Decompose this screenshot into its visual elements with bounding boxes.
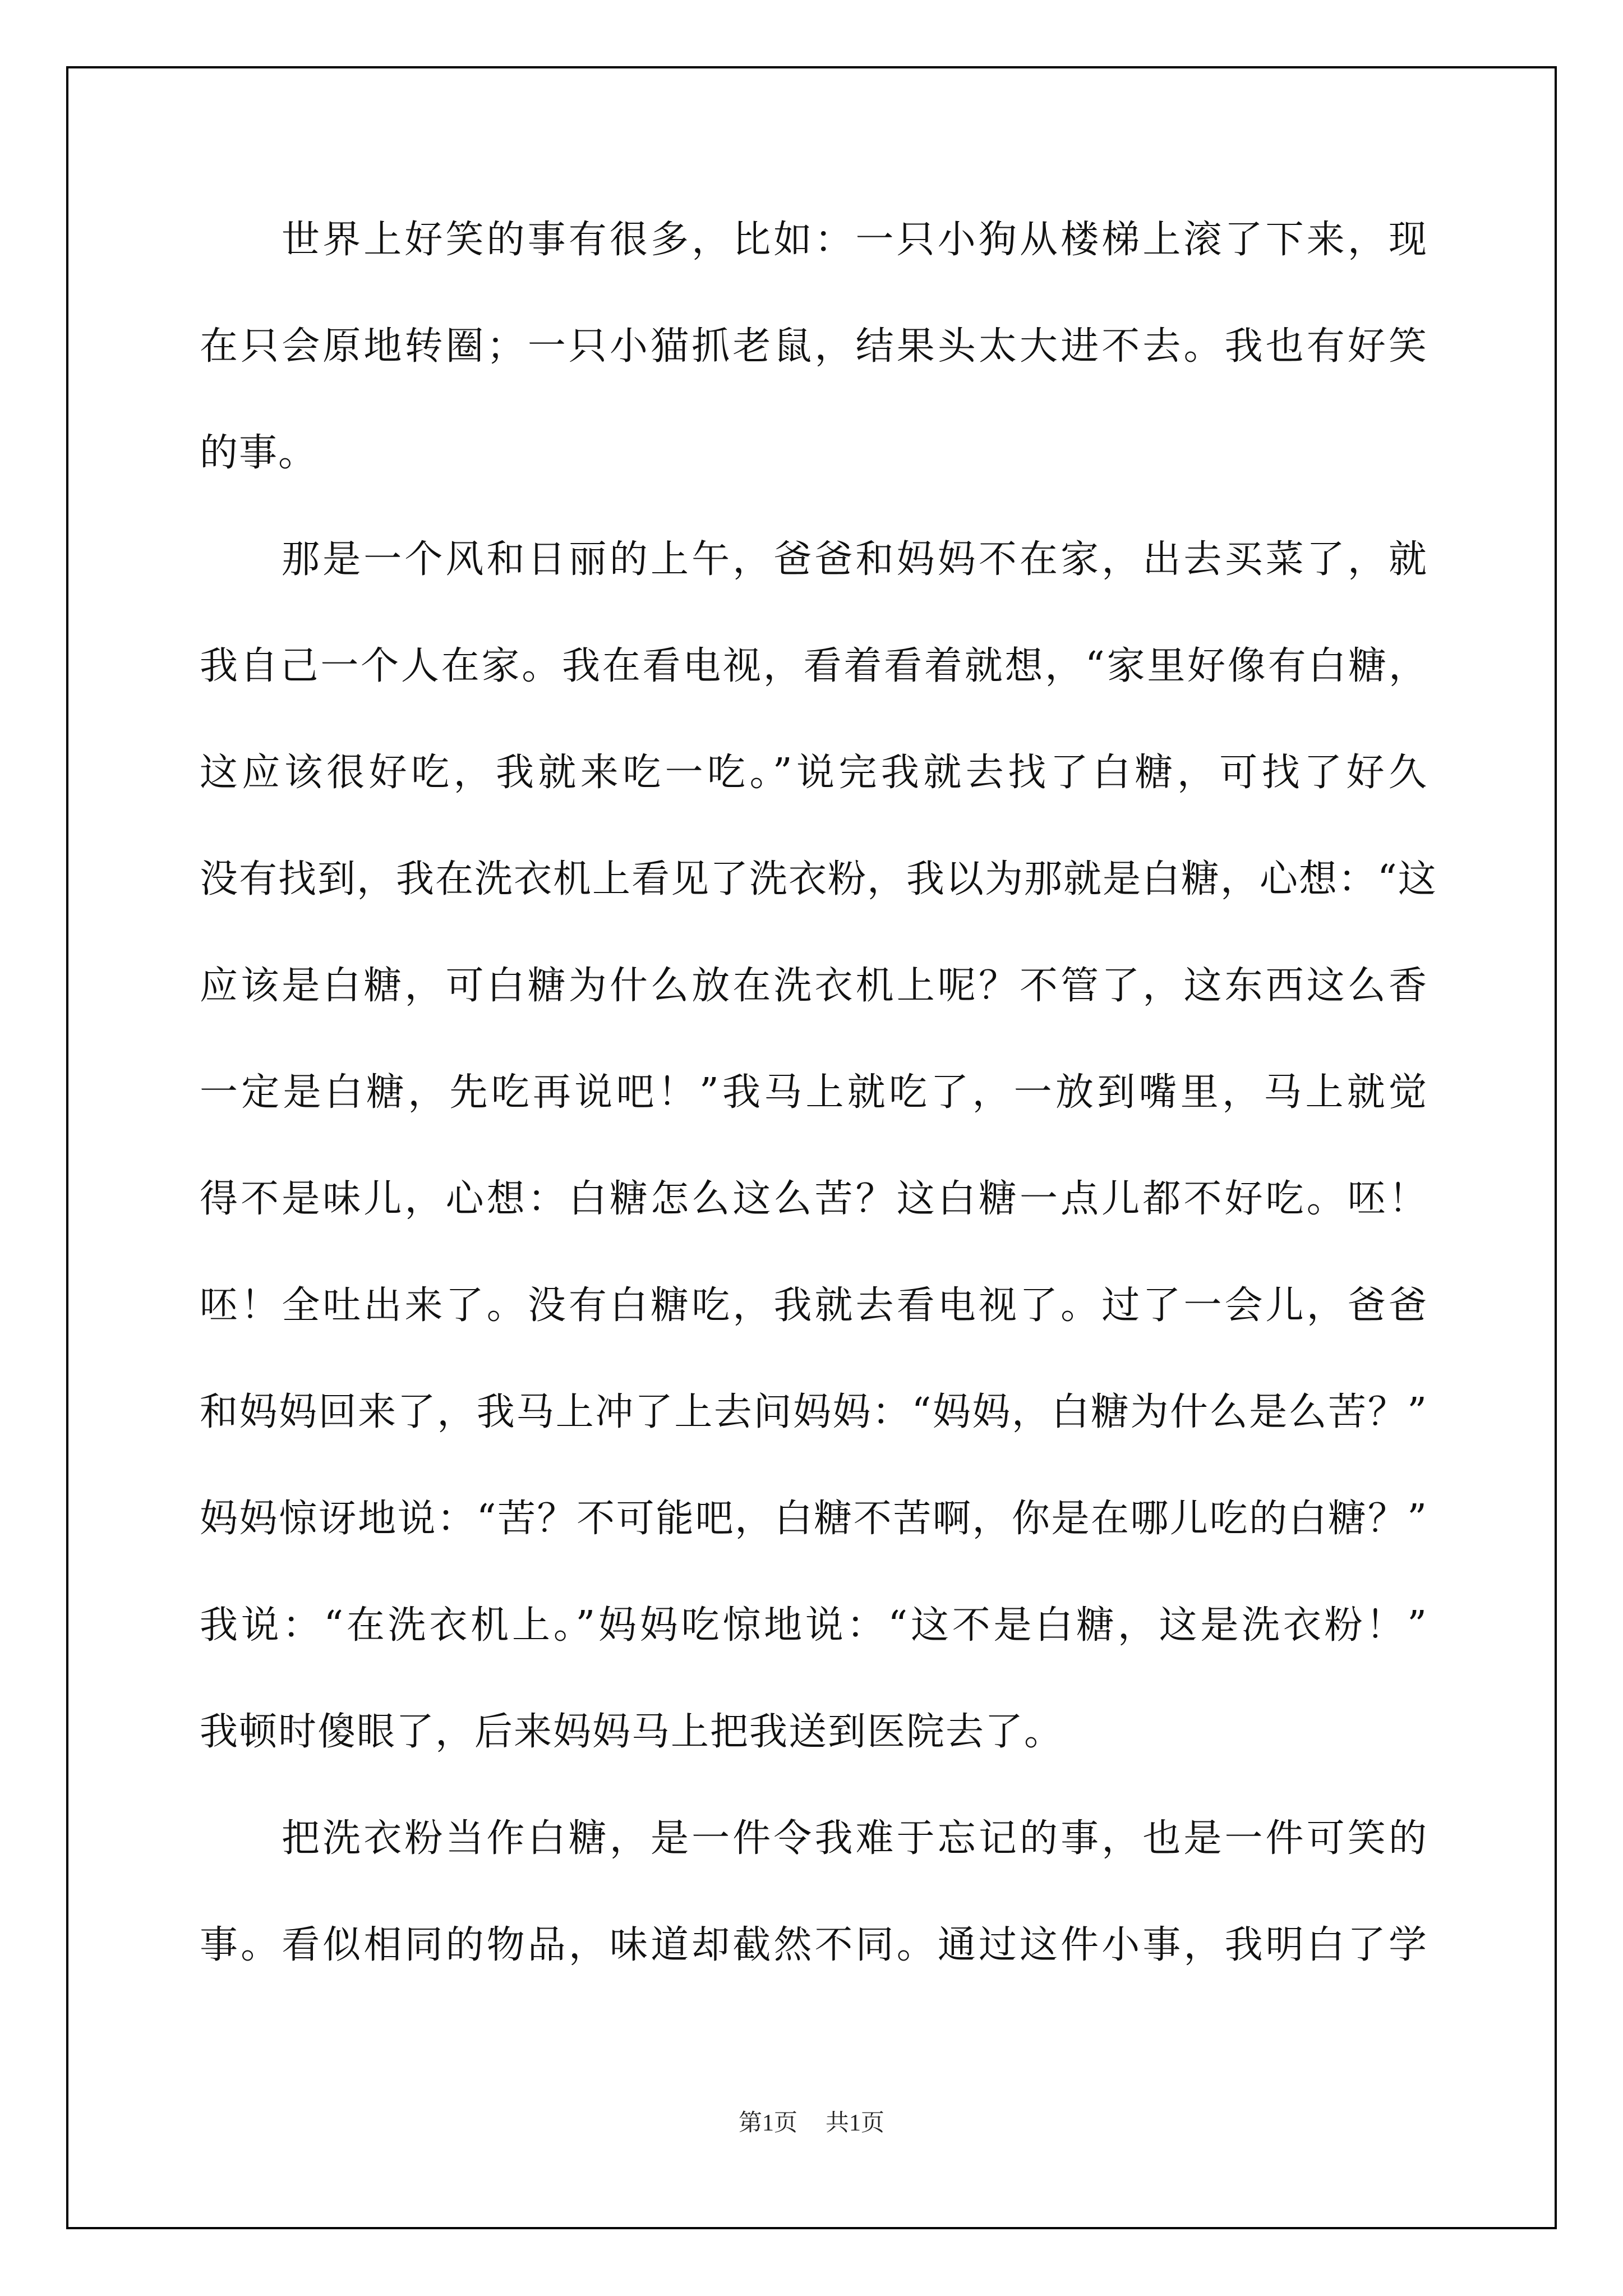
text-line: 在只会原地转圈；一只小猫抓老鼠，结果头太大进不去。我也有好笑 <box>200 324 1428 369</box>
text-line: 没有找到，我在洗衣机上看见了洗衣粉，我以为那就是白糖，心想：“这 <box>200 857 1437 901</box>
text-line: 和妈妈回来了，我马上冲了上去问妈妈：“妈妈，白糖为什么是么苦？” <box>200 1390 1428 1434</box>
text-line: 妈妈惊讶地说：“苦？不可能吧，白糖不苦啊，你是在哪儿吃的白糖？” <box>200 1497 1428 1541</box>
document-body <box>200 218 1437 2031</box>
text-line: 应该是白糖，可白糖为什么放在洗衣机上呢？不管了，这东西这么香 <box>200 964 1428 1008</box>
text-line: 把洗衣粉当作白糖，是一件令我难于忘记的事，也是一件可笑的 <box>282 1816 1428 1861</box>
text-line: 呸！全吐出来了。没有白糖吃，我就去看电视了。过了一会儿，爸爸 <box>200 1283 1428 1328</box>
page-number: 第1页 <box>738 2110 797 2136</box>
text-line: 一定是白糖，先吃再说吧！”我马上就吃了，一放到嘴里，马上就觉 <box>200 1070 1428 1115</box>
text-line: 我自己一个人在家。我在看电视，看着看着就想，“家里好像有白糖， <box>200 644 1428 688</box>
page-total: 共1页 <box>826 2110 885 2136</box>
page-footer <box>0 2109 1623 2137</box>
text-line: 我说：“在洗衣机上。”妈妈吃惊地说：“这不是白糖，这是洗衣粉！” <box>200 1603 1428 1648</box>
text-line: 世界上好笑的事有很多，比如：一只小狗从楼梯上滚了下来，现 <box>282 218 1428 262</box>
text-line: 得不是味儿，心想：白糖怎么这么苦？这白糖一点儿都不好吃。呸！ <box>200 1177 1428 1221</box>
text-line: 事。看似相同的物品，味道却截然不同。通过这件小事，我明白了学 <box>200 1923 1428 1967</box>
text-line: 的事。 <box>200 431 318 475</box>
text-line: 我顿时傻眼了，后来妈妈马上把我送到医院去了。 <box>200 1710 1064 1754</box>
text-line: 那是一个风和日丽的上午，爸爸和妈妈不在家，出去买菜了，就 <box>282 537 1428 582</box>
text-line: 这应该很好吃，我就来吃一吃。”说完我就去找了白糖，可找了好久 <box>200 751 1428 795</box>
